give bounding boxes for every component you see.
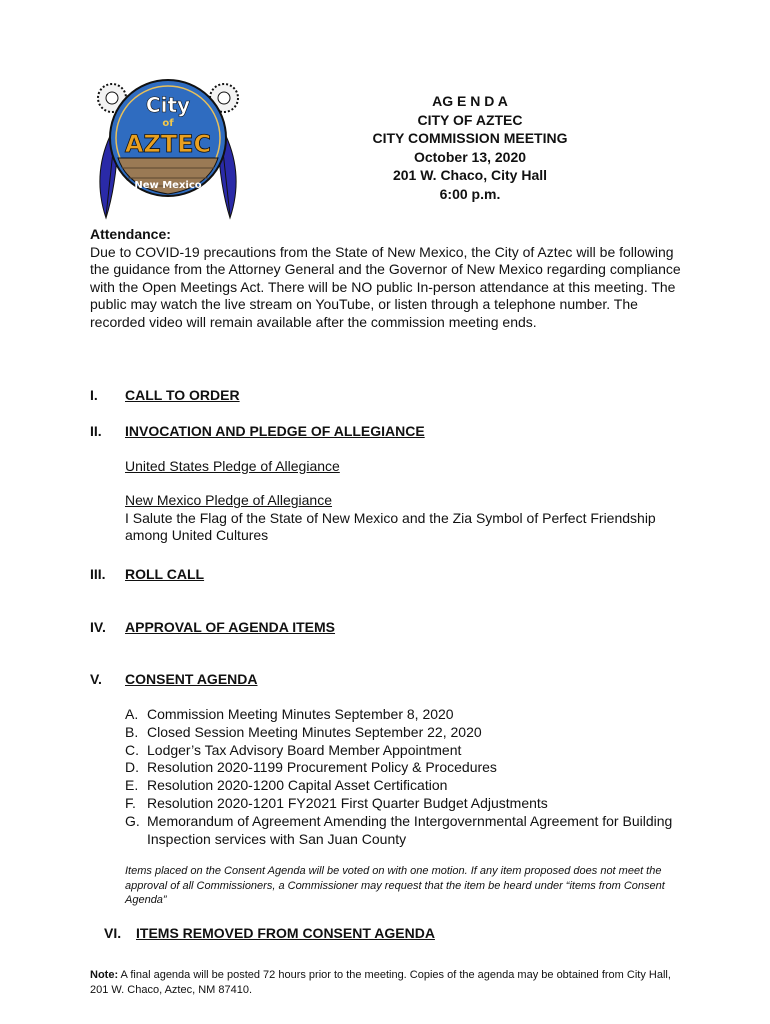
attendance-heading: Attendance: [90, 226, 171, 242]
meeting-type: CITY COMMISSION MEETING [372, 130, 568, 146]
agenda-title: AG E N D A [432, 93, 508, 109]
item-letter: B. [125, 723, 139, 740]
footer-note-label: Note: [90, 969, 119, 981]
item-letter: F. [125, 794, 136, 811]
city-name: CITY OF AZTEC [417, 111, 523, 128]
item-text: Resolution 2020-1200 Capital Asset Certification [147, 777, 448, 794]
nm-pledge-title: New Mexico Pledge of Allegiance [125, 492, 333, 508]
section-number: V. [90, 671, 102, 687]
svg-text:AZTEC: AZTEC [124, 130, 212, 158]
nm-pledge-text: I Salute the Flag of the State of New Mexico and the Zia Symbol of Perfect Friendship among United Cultures [125, 509, 656, 544]
item-letter: A. [125, 706, 139, 722]
section-number: I. [90, 387, 98, 403]
section-number: VI. [104, 925, 122, 941]
section-number: IV. [90, 619, 106, 635]
section-title: ITEMS REMOVED FROM CONSENT AGENDA [136, 925, 435, 941]
section-title: CONSENT AGENDA [125, 671, 258, 687]
consent-item [125, 813, 685, 849]
consent-item [125, 706, 685, 724]
consent-items-list [125, 706, 685, 848]
section-number: II. [90, 423, 102, 439]
svg-text:New Mexico: New Mexico [134, 180, 202, 191]
consent-agenda-note: Items placed on the Consent Agenda will be voted on with one motion. If any item proposed does not meet the approval of all Commissioners, a Commissioner may request that the item be heard under “items from Consent Agenda” [125, 865, 665, 906]
us-pledge-title: United States Pledge of Allegiance [125, 458, 340, 474]
section-title: ROLL CALL [125, 566, 205, 582]
agenda-header [330, 92, 610, 203]
consent-item [125, 724, 685, 742]
svg-text:of: of [162, 118, 174, 129]
nm-pledge [125, 492, 685, 545]
section-title: APPROVAL OF AGENDA ITEMS [125, 619, 336, 635]
item-text: Memorandum of Agreement Amending the Intergovernmental Agreement for Building Inspection services with San Juan County [147, 812, 673, 847]
item-letter: D. [125, 759, 139, 776]
consent-item [125, 759, 685, 777]
meeting-location: 201 W. Chaco, City Hall [392, 167, 548, 183]
section-title: INVOCATION AND PLEDGE OF ALLEGIANCE [125, 423, 425, 439]
section-title: CALL TO ORDER [125, 387, 240, 403]
item-text: Resolution 2020-1199 Procurement Policy & Procedures [147, 759, 497, 776]
item-letter: C. [125, 741, 139, 758]
attendance-section [90, 226, 690, 332]
meeting-time: 6:00 p.m. [439, 185, 501, 202]
item-text: Resolution 2020-1201 FY2021 First Quarter Budget Adjustments [147, 794, 548, 811]
item-text: Lodger’s Tax Advisory Board Member Appointment [147, 741, 462, 758]
us-pledge [125, 458, 685, 476]
attendance-text: Due to COVID-19 precautions from the State of New Mexico, the City of Aztec will be following the guidance from the Attorney General and the Governor of New Mexico regarding compliance with the Open Meetings Act. There will be NO public In-person attendance at this meeting. The public may watch the live stream on YouTube, or listen through a telephone number. The recorded video will remain available after the commission meeting ends. [90, 243, 681, 330]
item-letter: G. [125, 812, 140, 829]
item-text: Closed Session Meeting Minutes September 22, 2020 [147, 723, 482, 740]
consent-item [125, 795, 685, 813]
city-of-aztec-logo [88, 76, 248, 226]
meeting-date: October 13, 2020 [413, 148, 527, 165]
consent-item [125, 742, 685, 760]
footer-note [90, 968, 690, 997]
item-text: Commission Meeting Minutes September 8, 2020 [147, 706, 454, 722]
consent-item [125, 777, 685, 795]
section-number: III. [90, 566, 106, 582]
svg-text:City: City [145, 93, 191, 117]
item-letter: E. [125, 777, 139, 794]
footer-note-text: A final agenda will be posted 72 hours prior to the meeting. Copies of the agenda may be obtained from City Hall, 201 W. Chaco, Aztec, NM 87410. [90, 969, 671, 996]
